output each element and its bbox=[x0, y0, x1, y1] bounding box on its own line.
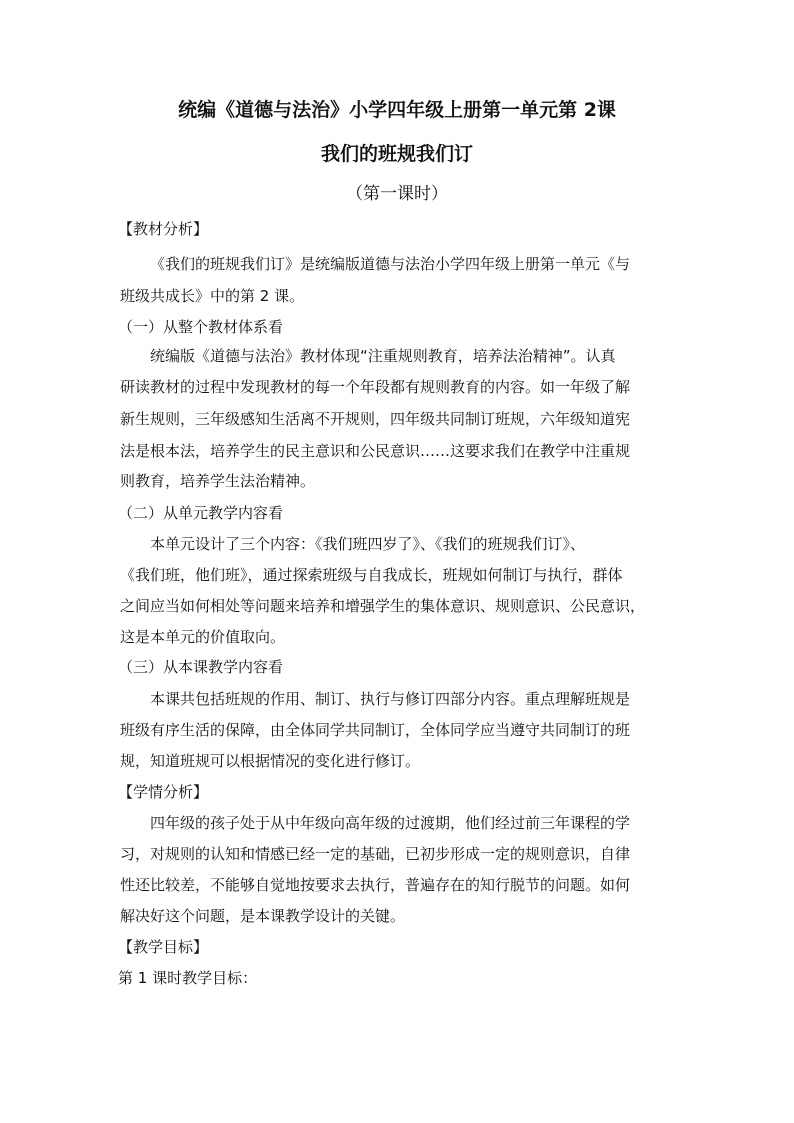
lesson1-goals-label: 第 1 课时教学目标： bbox=[118, 969, 258, 987]
paragraph-line: 性还比较差，不能够自觉地按要求去执行，普遍存在的知行脱节的问题。如何 bbox=[120, 876, 631, 894]
subsection-heading-lesson: （三）从本课教学内容看 bbox=[118, 658, 284, 676]
lesson-period: （第一课时） bbox=[346, 184, 448, 204]
paragraph-line: 班级有序生活的保障，由全体同学共同制订，全体同学应当遵守共同制订的班 bbox=[120, 721, 631, 739]
subsection-heading-system: （一）从整个教材体系看 bbox=[118, 318, 284, 336]
section-heading-teaching-goals: 【教学目标】 bbox=[118, 938, 209, 956]
paragraph-line: 则教育，培养学生法治精神。 bbox=[120, 472, 316, 490]
lesson-title: 我们的班规我们订 bbox=[320, 143, 473, 165]
paragraph-line: 之间应当如何相处等问题来培养和增强学生的集体意识、规则意识、公民意识， bbox=[120, 597, 646, 615]
section-heading-student-analysis: 【学情分析】 bbox=[118, 783, 209, 801]
document-title: 统编《道德与法治》小学四年级上册第一单元第 2课 bbox=[178, 99, 616, 121]
paragraph-line: 四年级的孩子处于从中年级向高年级的过渡期，他们经过前三年课程的学 bbox=[150, 814, 631, 832]
paragraph-line: 《我们的班规我们订》是统编版道德与法治小学四年级上册第一单元《与 bbox=[150, 255, 631, 273]
paragraph-line: 统编版《道德与法治》教材体现“注重规则教育，培养法治精神”。认真 bbox=[150, 347, 616, 365]
paragraph-line: 这是本单元的价值取向。 bbox=[120, 628, 286, 646]
paragraph-line: 研读教材的过程中发现教材的每一个年段都有规则教育的内容。如一年级了解 bbox=[120, 378, 631, 396]
paragraph-line: 班级共成长》中的第 2 课。 bbox=[120, 287, 305, 305]
section-heading-textbook-analysis: 【教材分析】 bbox=[118, 220, 209, 238]
paragraph-line: 习，对规则的认知和情感已经一定的基础，已初步形成一定的规则意识，自律 bbox=[120, 845, 631, 863]
paragraph-line: 新生规则，三年级感知生活离不开规则，四年级共同制订班规，六年级知道宪 bbox=[120, 410, 631, 428]
paragraph-line: 本课共包括班规的作用、制订、执行与修订四部分内容。重点理解班规是 bbox=[150, 690, 631, 708]
paragraph-line: 解决好这个问题，是本课教学设计的关键。 bbox=[120, 907, 406, 925]
paragraph-line: 本单元设计了三个内容：《我们班四岁了》、《我们的班规我们订》、 bbox=[150, 535, 586, 553]
subsection-heading-unit: （二）从单元教学内容看 bbox=[118, 504, 284, 522]
paragraph-line: 法是根本法，培养学生的民主意识和公民意识……这要求我们在教学中注重规 bbox=[120, 442, 631, 460]
paragraph-line: 规，知道班规可以根据情况的变化进行修订。 bbox=[120, 752, 421, 770]
paragraph-line: 《我们班，他们班》，通过探索班级与自我成长，班规如何制订与执行，群体 bbox=[120, 566, 623, 584]
